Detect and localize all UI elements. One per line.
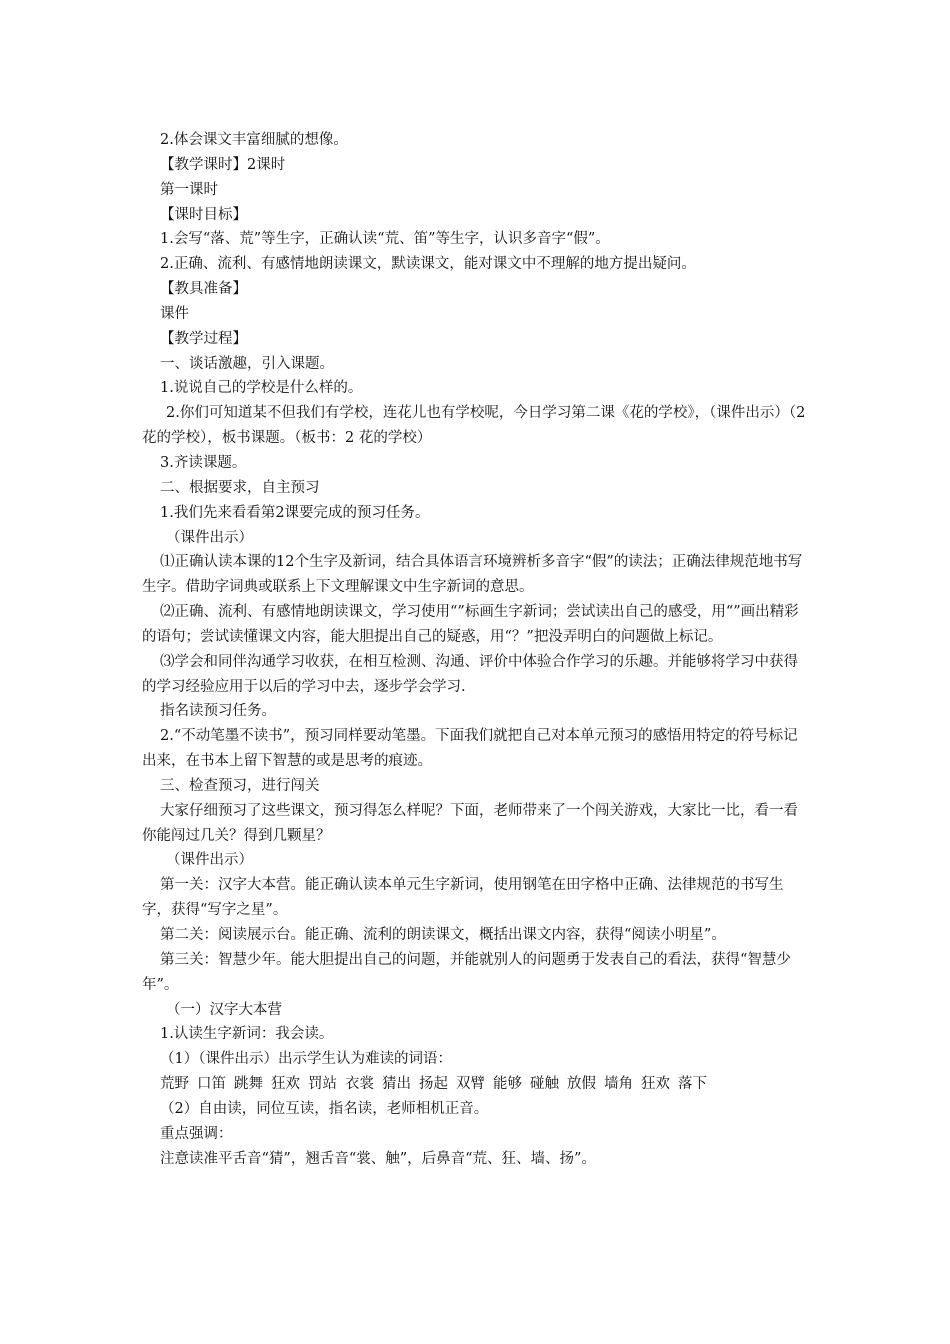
- vocabulary-word: 狂欢: [271, 1076, 300, 1093]
- vocabulary-list: [142, 1072, 812, 1097]
- paragraph: （2）自由读，同位互读，指名读，老师相机正音。: [160, 1100, 489, 1117]
- paragraph: 大家仔细预习了这些课文，预习得怎么样呢？下面，老师带来了一个闯关游戏，大家比一比，看一看你能闯过几关？得到几颗星？: [142, 802, 798, 844]
- vocabulary-word: 罚站: [308, 1076, 337, 1093]
- vocabulary-word: 衣裳: [345, 1076, 374, 1093]
- paragraph: 1.会写“落、荒”等生字，正确认读“荒、笛”等生字，认识多音字“假”。: [160, 231, 610, 248]
- paragraph: （一）汉字大本营: [166, 1001, 282, 1018]
- paragraph: 三、检查预习，进行闯关: [160, 777, 320, 794]
- section-heading: 【教具准备】: [160, 281, 247, 298]
- paragraph: 一、谈话激趣，引入课题。: [160, 355, 334, 372]
- paragraph: （课件出示）: [166, 852, 253, 869]
- document-body: [142, 128, 812, 1171]
- paragraph: 第一关：汉字大本营。能正确认读本单元生字新词，使用钢笔在田字格中正确、法律规范的书写生字，获得“写字之星”。: [142, 877, 784, 919]
- section-heading: 第一课时: [160, 181, 218, 198]
- paragraph: 3.齐读课题。: [160, 454, 247, 471]
- vocabulary-word: 能够: [493, 1076, 522, 1093]
- paragraph: 第二关：阅读展示台。能正确、流利的朗读课文，概括出课文内容，获得“阅读小明星”。: [160, 927, 726, 943]
- vocabulary-word: 跳舞: [234, 1076, 263, 1093]
- paragraph: 1.我们先来看看第2课要完成的预习任务。: [160, 504, 430, 521]
- vocabulary-word: 碰触: [530, 1076, 559, 1093]
- vocabulary-word: 口笛: [197, 1076, 226, 1093]
- paragraph: 课件: [160, 305, 189, 322]
- vocabulary-word: 荒野: [160, 1076, 189, 1093]
- paragraph: ⑴正确认读本课的12个生字及新词，结合具体语言环境辨析多音字“假”的读法；正确法律规范地书写生字。借助字词典或联系上下文理解课文中生字新词的意思。: [142, 554, 803, 596]
- vocabulary-word: 双臂: [456, 1076, 485, 1093]
- paragraph: 第三关：智慧少年。能大胆提出自己的问题，并能就别人的问题勇于发表自己的看法，获得“智慧少年”。: [142, 951, 791, 993]
- paragraph: 2.正确、流利、有感情地朗读课文，默读课文，能对课文中不理解的地方提出疑问。: [160, 256, 696, 273]
- section-heading: 【课时目标】: [160, 206, 247, 223]
- vocabulary-word: 墙角: [604, 1076, 633, 1093]
- paragraph: 二、根据要求，自主预习: [160, 479, 320, 496]
- paragraph: ⑶学会和同伴沟通学习收获，在相互检测、沟通、评价中体验合作学习的乐趣。并能够将学习中获得的学习经验应用于以后的学习中去，逐步学会学习.: [142, 653, 798, 695]
- paragraph: 指名读预习任务。: [160, 703, 276, 720]
- vocabulary-word: 狂欢: [641, 1076, 670, 1093]
- paragraph: 【教学课时】2课时: [160, 156, 286, 173]
- paragraph: ⑵正确、流利、有感情地朗读课文，学习使用“”标画生字新词；尝试读出自己的感受，用“”画出精彩的语句；尝试读懂课文内容，能大胆提出自己的疑惑，用“？”把没弄明白的问题做上标记。: [142, 604, 799, 645]
- vocabulary-word: 放假: [567, 1076, 596, 1093]
- vocabulary-word: 猜出: [382, 1076, 411, 1093]
- section-heading: 【教学过程】: [160, 330, 247, 347]
- paragraph: （课件出示）: [166, 529, 253, 546]
- vocabulary-word: 落下: [678, 1076, 707, 1093]
- paragraph: 2.你们可知道某不但我们有学校，连花儿也有学校呢，今日学习第二课《花的学校》，（课件出示）（2 花的学校），板书课题。（板书：2 花的学校）: [142, 405, 806, 447]
- paragraph: 重点强调：: [160, 1125, 233, 1142]
- paragraph: 2.体会课文丰富细腻的想像。: [160, 132, 348, 148]
- vocabulary-word: 扬起: [419, 1076, 448, 1093]
- paragraph: （1）（课件出示）出示学生认为难读的词语：: [160, 1051, 452, 1068]
- paragraph: 1.说说自己的学校是什么样的。: [160, 380, 363, 397]
- paragraph: 注意读准平舌音“猜”，翘舌音“裳、触”，后鼻音“荒、狂、墙、扬”。: [160, 1150, 596, 1167]
- paragraph: 1.认读生字新词：我会读。: [160, 1026, 334, 1043]
- paragraph: 2.“不动笔墨不读书”，预习同样要动笔墨。下面我们就把自己对本单元预习的感悟用特定的符号标记出来，在书本上留下智慧的或是思考的痕迹。: [142, 728, 798, 770]
